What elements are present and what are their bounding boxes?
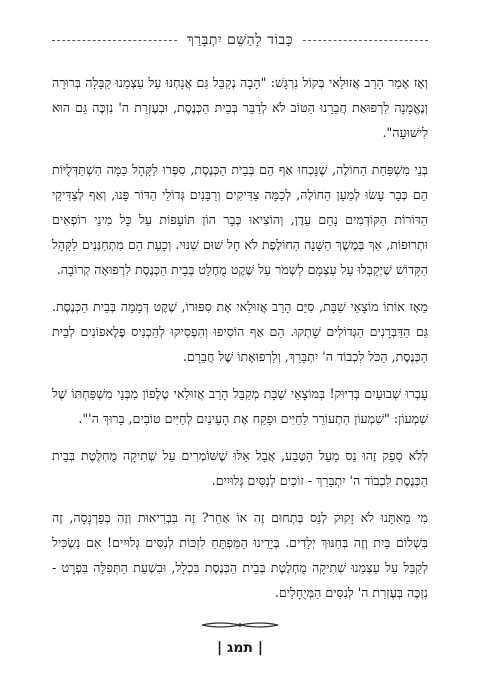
running-header [52, 30, 428, 50]
section-divider-ornament [200, 618, 280, 632]
header-rule-left [52, 40, 177, 41]
body-text [52, 70, 428, 617]
running-header-title: כָּבוֹד לַהַשֵּׁם יִתְבָּרַךְ [186, 31, 294, 48]
paragraph: וְאָז אָמַר הָרַב אֲזוּלַאי בְּקוֹל נִרְגָּשׁ: "הָבָה נְקַבֵּל גַּם אֲנַחְנוּ עַל עַצְמֵנוּ קַבָּלָה בְּרוּרָה וְנֶאֱמָנָה לִרְפוּאַת חֲבֵרֵנוּ הַטּוֹב לֹא לְדַבֵּר בְּבֵית הַכְּנֶסֶת, וּבְעֶזְרַת ה' נִזְכֶּה גַּם הוּא לִישׁוּעָה". [52, 75, 428, 140]
paragraph: בְּנֵי מִשְׁפַּחַת הַחוֹלֶה, שֶׁנָּכְחוּ אַף הֵם בְּבֵית הַכְּנֶסֶת, סִפְּרוּ לַקָּהָל כַּמָּה הִשְׁתַּדְּלֻיּוֹת הֵם כְּבָר עָשׂוּ לְמַעַן הַחוֹלֶה, לְכַמָּה צַדִּיקִים וְרַבָּנִים גְּדוֹלֵי הַדּוֹר פָּנוּ, וְאַף לְצַדִּיקֵי הַדּוֹרוֹת הַקּוֹדְמִים נָחַם עֵדֶן, וְהוֹצִיאוּ כְּבָר הוֹן תּוֹעָפוֹת עַל כָּל מִינֵי רוֹפְאִים וּתְרוּפוֹת, אַךְ בְּמֶשֶׁךְ הַשָּׁנָה הַחוֹלֶפֶת לֹא חָל שׁוּם שִׁנּוּי. וְכָעֵת הֵם מִתְחַנְּנִים לַקָּהָל הַקָּדוֹשׁ שֶׁיְּקַבְּלוּ עַל עַצְמָם לִשְׁמֹר עַל שֶׁקֶט מֻחְלָט בְּבֵית הַכְּנֶסֶת לִרְפוּאָה קְרוֹבָה. [52, 162, 428, 277]
paragraph: עָבְרוּ שְׁבוּעַיִם בְּדִיּוּק! בְּמוֹצָאֵי שַׁבָּת מְקַבֵּל הָרַב אֲזוּלַאי טֶלֶפוֹן מִבְּנֵי מִשְׁפַּחְתּוֹ שֶׁל שִׁמְעוֹן: "שִׁמְעוֹן הִתְעוֹרֵר לַחַיִּים וּפָקַח אֶת הָעֵינַיִם לְחַיִּים טוֹבִים, בָּרוּךְ ה'". [52, 386, 428, 426]
page-number: | תמג | [217, 640, 263, 656]
paragraph: מֵאָז אוֹתוֹ מוֹצָאֵי שַׁבָּת, סִיֵּם הָרַב אֲזוּלַאי אֶת סִפּוּרוֹ, שֶׁקֶט דְּמָמָה בְּבֵית הַכְּנֶסֶת. גַּם הַדַּבְּרָנִים הַגְּדוֹלִים שָׁתְקוּ. הֵם אַף הוֹסִיפוּ וְהִפְסִיקוּ לְהַכְנִיס פֶּלֶאפוֹנִים לְבֵית הַכְּנֶסֶת, הַכֹּל לִכְבוֹד ה' יִתְבָּרַךְ, וְלִרְפוּאָתוֹ שֶׁל חֲבֵרָם. [52, 299, 428, 364]
paragraph: לְלֹא סָפֵק זֶהוּ נֵס מֵעַל הַטֶּבַע, אֲבָל אֵלּוּ שֶׁשּׁוֹמְרִים עַל שְׁתִיקָה מֻחְלֶטֶת בְּבֵית הַכְּנֶסֶת לִכְבוֹד ה' יִתְבָּרַךְ - זוֹכִים לְנִסִּים גְּלוּיִים. [52, 448, 428, 488]
header-rule-right [303, 40, 428, 41]
paragraph: מִי מֵאִתָּנוּ לֹא זָקוּק לְנֵס בְּתְחוּם זֶה אוֹ אַחֵר? זֶה בִּבְרִיאוּת וְזֶה בְּפַרְנָסָה, זֶה בִּשְׁלוֹם בַּיִת וְזֶה בְּחִנּוּךְ יְלָדִים. בְּיָדֵינוּ הַמַּפְתֵּחַ לִזְכּוֹת לְנִסִּים גְּלוּיִים! אִם נַשְׂכִּיל לְקַבֵּל עַל עַצְמֵנוּ שְׁתִיקָה מֻחְלֶטֶת בְּבֵית הַכְּנֶסֶת בִּכְלָל, וּבִשְׁעַת הַתְּפִלָּה בִּפְרָט - נִזְכֶּה בְּעֶזְרַת ה' לְנִסִּים הַמְּיֻחָלִים. [52, 510, 428, 600]
